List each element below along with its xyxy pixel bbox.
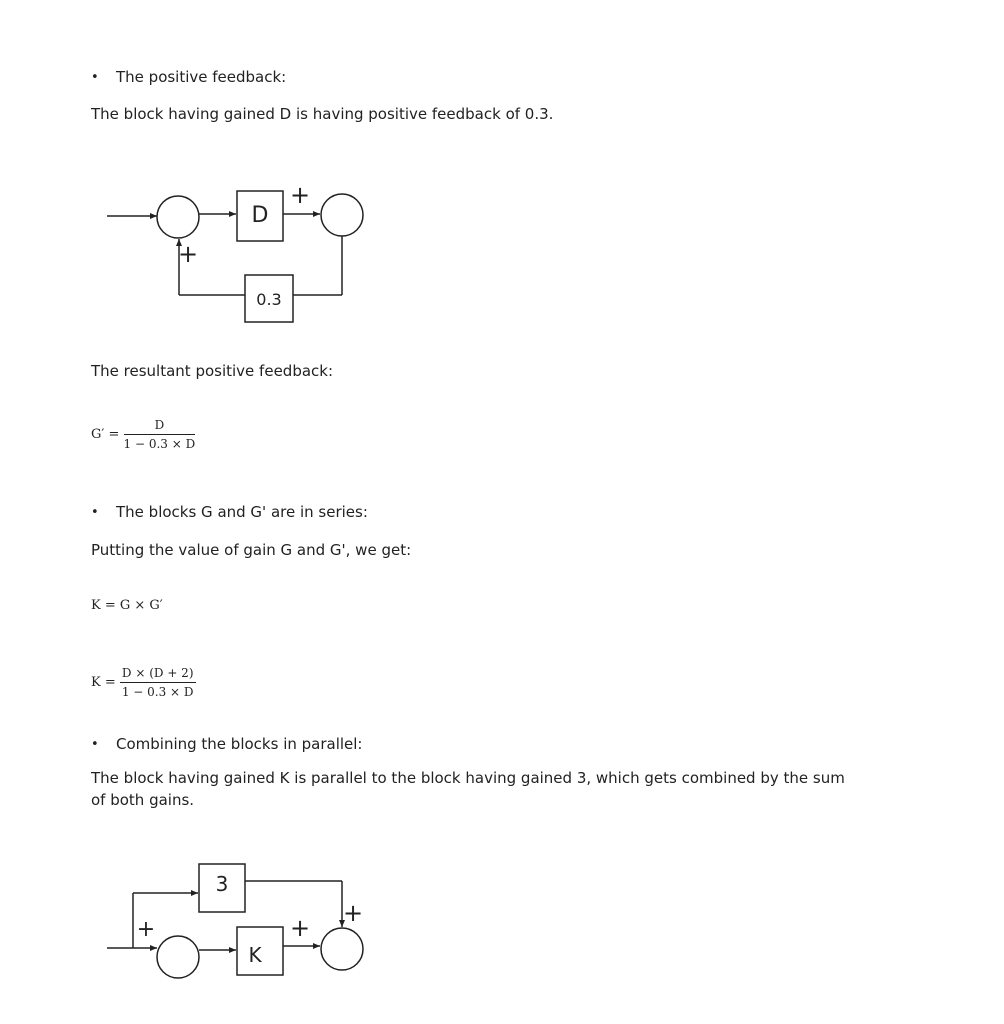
block-feedback-label: 0.3 xyxy=(256,290,282,309)
bullet-positive-feedback: The positive feedback: xyxy=(116,68,287,86)
summing-junction-left xyxy=(157,196,199,238)
bullet-marker: • xyxy=(91,737,99,752)
equation-g-prime xyxy=(91,418,195,451)
bullet-parallel: Combining the blocks in parallel: xyxy=(116,735,363,753)
sign-right-plus: + xyxy=(342,899,364,927)
feedback-diagram xyxy=(100,178,380,328)
equation-k-product: K = G × G′ xyxy=(91,598,163,613)
fraction xyxy=(124,418,196,451)
denominator: 1 − 0.3 × D xyxy=(123,437,196,451)
equation-lhs: G′ = xyxy=(91,427,120,442)
numerator: D × (D + 2) xyxy=(120,666,196,683)
sign-mid-plus: + xyxy=(289,914,311,942)
equation-lhs: K = xyxy=(91,675,116,690)
block-k-label: K xyxy=(248,943,262,967)
bullet-series: The blocks G and G' are in series: xyxy=(116,503,368,521)
paragraph-parallel: The block having gained K is parallel to the block having gained 3, which gets combined by the sum of both gains. xyxy=(91,769,845,809)
bullet-marker: • xyxy=(91,70,99,85)
summing-junction-right xyxy=(321,928,363,970)
summing-junction-left xyxy=(157,936,199,978)
equation-k xyxy=(91,666,196,699)
block-d-label: D xyxy=(251,203,269,228)
fraction xyxy=(120,666,196,699)
numerator: D xyxy=(124,418,196,435)
sign-left-plus: + xyxy=(136,917,156,942)
parallel-diagram xyxy=(100,855,380,985)
sign-top-plus: + xyxy=(289,181,311,209)
paragraph-putting-value: Putting the value of gain G and G', we get: xyxy=(91,541,412,559)
bullet-marker: • xyxy=(91,505,99,520)
summing-junction-right xyxy=(321,194,363,236)
denominator: 1 − 0.3 × D xyxy=(121,685,194,699)
paragraph-positive-feedback: The block having gained D is having positive feedback of 0.3. xyxy=(91,105,554,123)
paragraph-resultant: The resultant positive feedback: xyxy=(91,362,334,380)
block-3-label: 3 xyxy=(215,872,229,896)
sign-bottom-plus: + xyxy=(177,240,199,268)
